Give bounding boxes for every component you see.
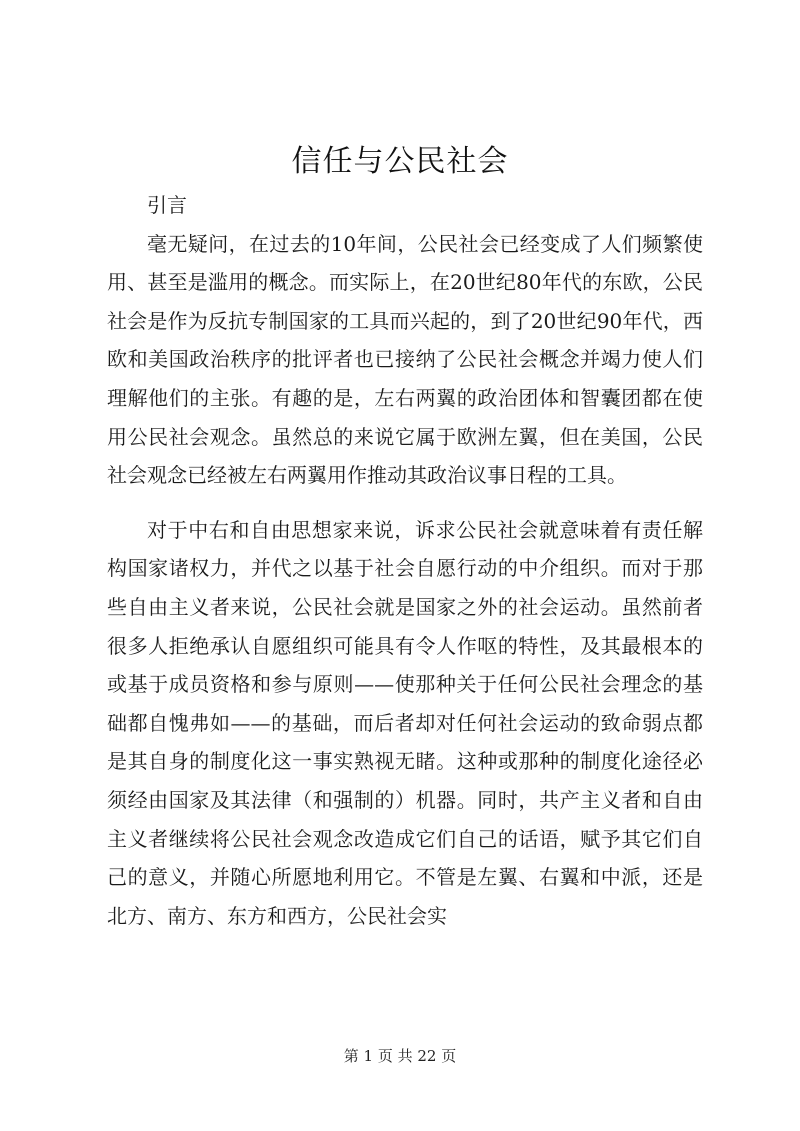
paragraph-2: 对于中右和自由思想家来说，诉求公民社会就意味着有责任解构国家诸权力，并代之以基于社会自愿行动的中介组织。而对于那些自由主义者来说，公民社会就是国家之外的社会运动。虽然前者很多人拒绝承认自愿组织可能具有令人作呕的特性，及其最根本的或基于成员资格和参与原则——使那种关于任何公民社会理念的基础都自愧弗如——的基础，而后者却对任何社会运动的致命弱点都是其自身的制度化这一事实熟视无睹。这种或那种的制度化途径必须经由国家及其法律（和强制的）机器。同时，共产主义者和自由主义者继续将公民社会观念改造成它们自己的话语，赋予其它们自己的意义，并随心所愿地利用它。不管是左翼、右翼和中派，还是北方、南方、东方和西方，公民社会实 [107,517,703,928]
paragraph-1: 毫无疑问，在过去的10年间，公民社会已经变成了人们频繁使用、甚至是滥用的概念。而实际上，在20世纪80年代的东欧，公民社会是作为反抗专制国家的工具而兴起的，到了20世纪90年代，西欧和美国政治秩序的批评者也已接纳了公民社会概念并竭力使人们理解他们的主张。有趣的是，左右两翼的政治团体和智囊团都在使用公民社会观念。虽然总的来说它属于欧洲左翼，但在美国，公民社会观念已经被左右两翼用作推动其政治议事日程的工具。 [107,231,703,488]
document-title: 信任与公民社会 [291,144,509,179]
page-number-footer: 第 1 页 共 22 页 [343,1047,457,1065]
intro-heading: 引言 [147,193,187,217]
document-body [107,186,703,935]
